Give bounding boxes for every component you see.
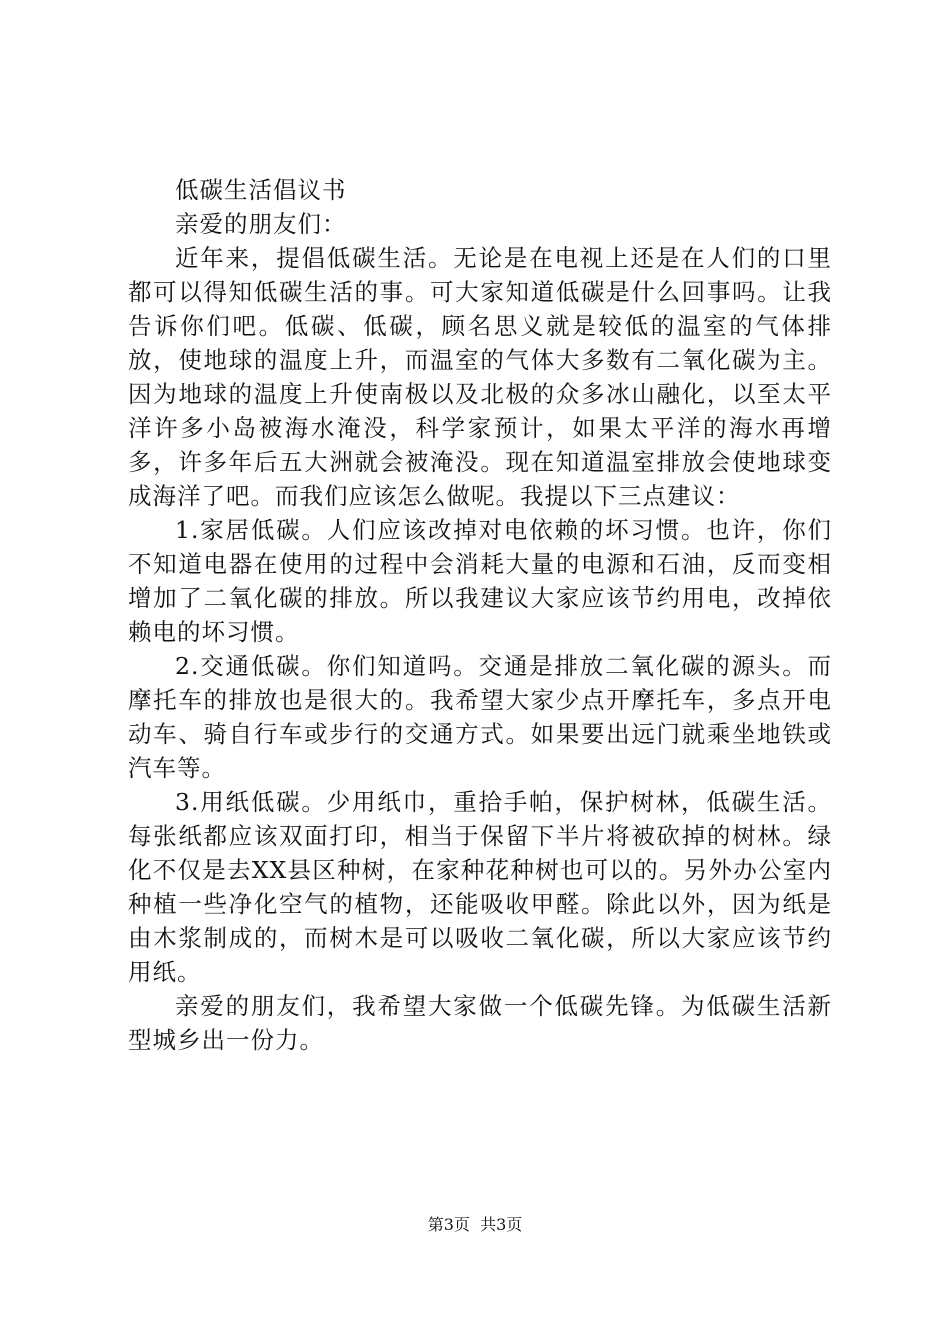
paragraph-home-low-carbon: 1.家居低碳。人们应该改掉对电依赖的坏习惯。也许，你们不知道电器在使用的过程中会消耗大量的电源和石油，反而变相增加了二氧化碳的排放。所以我建议大家应该节约用电，改掉依赖电的坏习惯。: [128, 516, 832, 646]
paragraph-transport-low-carbon: 2.交通低碳。你们知道吗。交通是排放二氧化碳的源头。而摩托车的排放也是很大的。我希望大家少点开摩托车，多点开电动车、骑自行车或步行的交通方式。如果要出远门就乘坐地铁或汽车等。: [128, 652, 832, 782]
document-body: [128, 173, 832, 1057]
paragraph-intro: 近年来，提倡低碳生活。无论是在电视上还是在人们的口里都可以得知低碳生活的事。可大家知道低碳是什么回事吗。让我告诉你们吧。低碳、低碳，顾名思义就是较低的温室的气体排放，使地球的温度上升，而温室的气体大多数有二氧化碳为主。因为地球的温度上升使南极以及北极的众多冰山融化，以至太平洋许多小岛被海水淹没，科学家预计，如果太平洋的海水再增多，许多年后五大洲就会被淹没。现在知道温室排放会使地球变成海洋了吧。而我们应该怎么做呢。我提以下三点建议：: [128, 244, 832, 510]
page-number: 第3页: [427, 1215, 470, 1234]
paragraph-closing: 亲爱的朋友们，我希望大家做一个低碳先锋。为低碳生活新型城乡出一份力。: [128, 992, 832, 1054]
paragraph-paper-low-carbon: 3.用纸低碳。少用纸巾，重拾手帕，保护树林，低碳生活。每张纸都应该双面打印，相当于保留下半片将被砍掉的树林。绿化不仅是去XX县区种树，在家种花种树也可以的。另外办公室内种植一些净化空气的植物，还能吸收甲醛。除此以外，因为纸是由木浆制成的，而树木是可以吸收二氧化碳，所以大家应该节约用纸。: [128, 788, 832, 986]
page-footer: [0, 1215, 950, 1235]
document-title: 低碳生活倡议书: [175, 176, 347, 204]
salutation: 亲爱的朋友们：: [175, 210, 347, 238]
page-total: 共3页: [480, 1215, 523, 1234]
